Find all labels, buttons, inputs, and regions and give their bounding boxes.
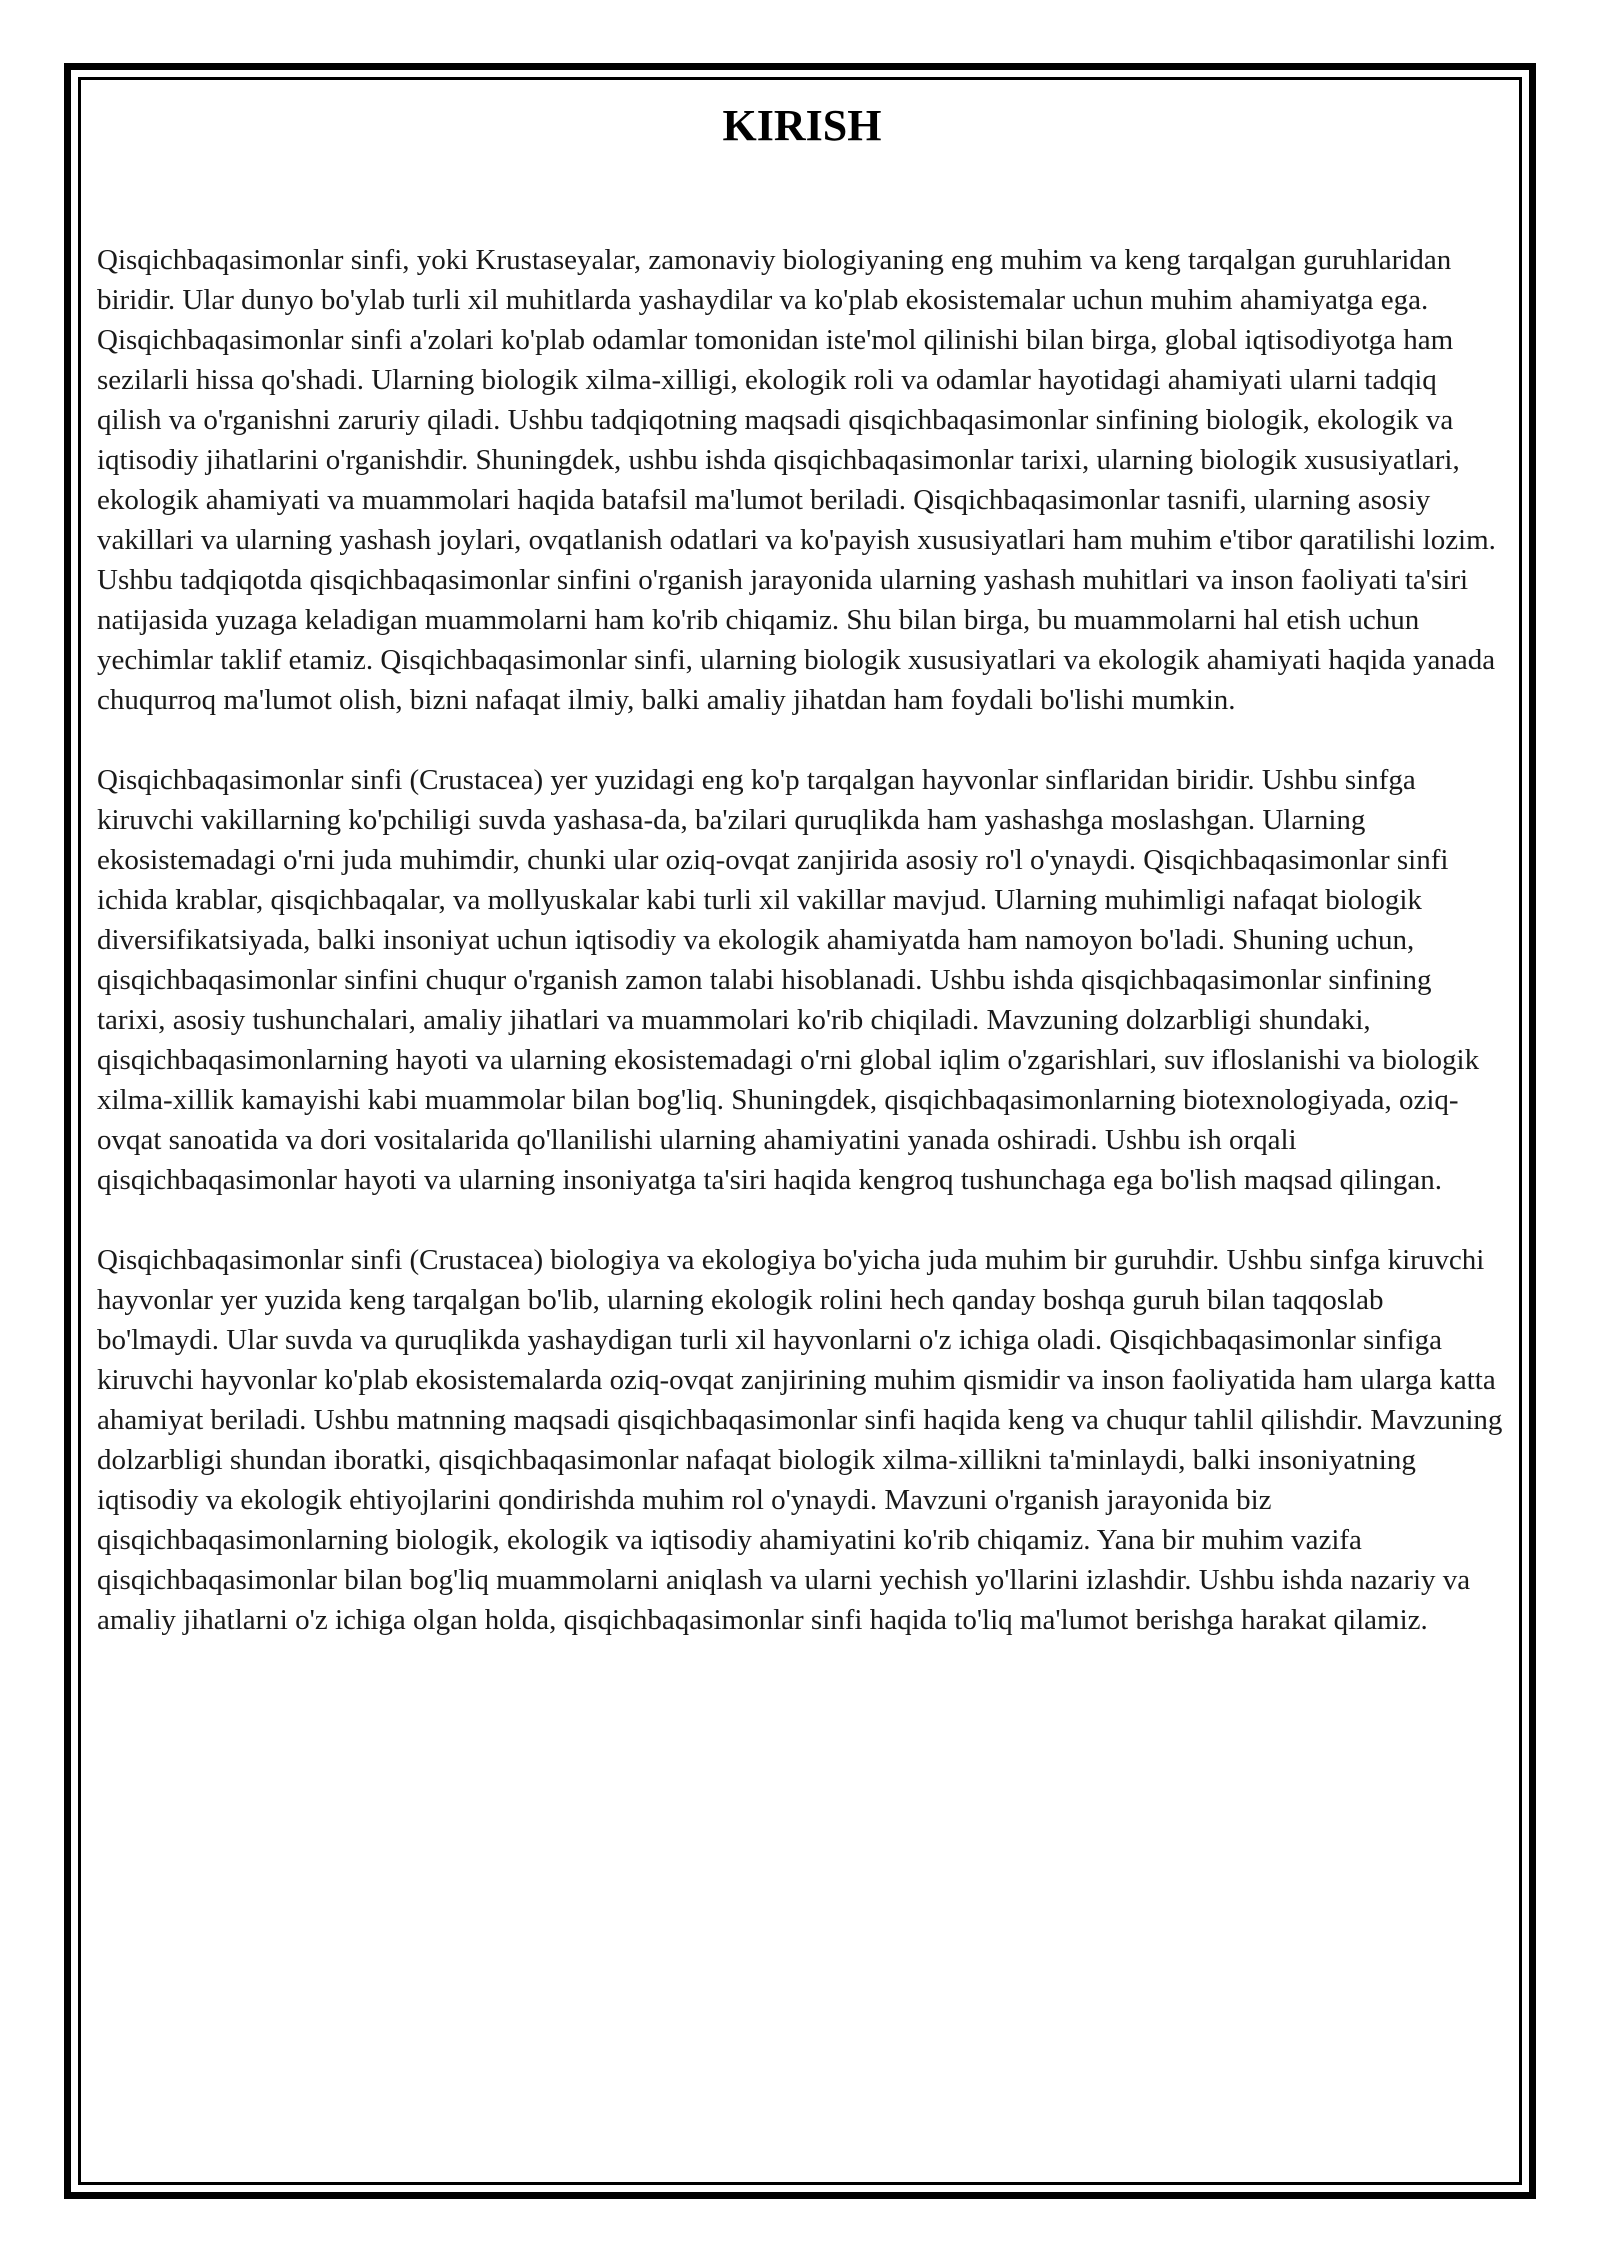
paragraph-3: Qisqichbaqasimonlar sinfi (Crustacea) biologiya va ekologiya bo'yicha juda muhim bir guruhdir. Ushbu sinfga kiruvchi hayvonlar yer yuzida keng tarqalgan bo'lib, ularning ekologik rolini hech qanday boshqa guruh bilan taqqoslab bo'lmaydi. Ular suvda va quruqlikda yashaydigan turli xil hayvonlarni o'z ichiga oladi. Qisqichbaqasimonlar sinfiga kiruvchi hayvonlar ko'plab ekosistemalarda oziq-ovqat zanjirining muhim qismidir va inson faoliyatida ham ularga katta ahamiyat beriladi. Ushbu matnning maqsadi qisqichbaqasimonlar sinfi haqida keng va chuqur tahlil qilishdir. Mavzuning dolzarbligi shundan iboratki, qisqichbaqasimonlar nafaqat biologik xilma-xillikni ta'minlaydi, balki insoniyatning iqtisodiy va ekologik ehtiyojlarini qondirishda muhim rol o'ynaydi. Mavzuni o'rganish jarayonida biz qisqichbaqasimonlarning biologik, ekologik va iqtisodiy ahamiyatini ko'rib chiqamiz. Yana bir muhim vazifa qisqichbaqasimonlar bilan bog'liq muammolarni aniqlash va ularni yechish yo'llarini izlashdir. Ushbu ishda nazariy va amaliy jihatlarni o'z ichiga olgan holda, qisqichbaqasimonlar sinfi haqida to'liq ma'lumot berishga harakat qilamiz. bbox=[97, 1244, 1503, 1636]
page-title: KIRISH bbox=[722, 101, 882, 150]
paragraph-2: Qisqichbaqasimonlar sinfi (Crustacea) yer yuzidagi eng ko'p tarqalgan hayvonlar sinflaridan biridir. Ushbu sinfga kiruvchi vakillarning ko'pchiligi suvda yashasa-da, ba'zilari quruqlikda ham yashashga moslashgan. Ularning ekosistemadagi o'rni juda muhimdir, chunki ular oziq-ovqat zanjirida asosiy ro'l o'ynaydi. Qisqichbaqasimonlar sinfi ichida krablar, qisqichbaqalar, va mollyuskalar kabi turli xil vakillar mavjud. Ularning muhimligi nafaqat biologik diversifikatsiyada, balki insoniyat uchun iqtisodiy va ekologik ahamiyatda ham namoyon bo'ladi. Shuning uchun, qisqichbaqasimonlar sinfini chuqur o'rganish zamon talabi hisoblanadi. Ushbu ishda qisqichbaqasimonlar sinfining tarixi, asosiy tushunchalari, amaliy jihatlari va muammolari ko'rib chiqiladi. Mavzuning dolzarbligi shundaki, qisqichbaqasimonlarning hayoti va ularning ekosistemadagi o'rni global iqlim o'zgarishlari, suv ifloslanishi va biologik xilma-xillik kamayishi kabi muammolar bilan bog'liq. Shuningdek, qisqichbaqasimonlarning biotexnologiyada, oziq-ovqat sanoatida va dori vositalarida qo'llanilishi ularning ahamiyatini yanada oshiradi. Ushbu ish orqali qisqichbaqasimonlar hayoti va ularning insoniyatga ta'siri haqida kengroq tushunchaga ega bo'lish maqsad qilingan. bbox=[97, 764, 1480, 1196]
paragraph-1: Qisqichbaqasimonlar sinfi, yoki Krustaseyalar, zamonaviy biologiyaning eng muhim va keng tarqalgan guruhlaridan biridir. Ular dunyo bo'ylab turli xil muhitlarda yashaydilar va ko'plab ekosistemalar uchun muhim ahamiyatga ega. Qisqichbaqasimonlar sinfi a'zolari ko'plab odamlar tomonidan iste'mol qilinishi bilan birga, global iqtisodiyotga ham sezilarli hissa qo'shadi. Ularning biologik xilma-xilligi, ekologik roli va odamlar hayotidagi ahamiyati ularni tadqiq qilish va o'rganishni zaruriy qiladi. Ushbu tadqiqotning maqsadi qisqichbaqasimonlar sinfining biologik, ekologik va iqtisodiy jihatlarini o'rganishdir. Shuningdek, ushbu ishda qisqichbaqasimonlar tarixi, ularning biologik xususiyatlari, ekologik ahamiyati va muammolari haqida batafsil ma'lumot beriladi. Qisqichbaqasimonlar tasnifi, ularning asosiy vakillari va ularning yashash joylari, ovqatlanish odatlari va ko'payish xususiyatlari ham muhim e'tibor qaratilishi lozim. Ushbu tadqiqotda qisqichbaqasimonlar sinfini o'rganish jarayonida ularning yashash muhitlari va inson faoliyati ta'siri natijasida yuzaga keladigan muammolarni ham ko'rib chiqamiz. Shu bilan birga, bu muammolarni hal etish uchun yechimlar taklif etamiz. Qisqichbaqasimonlar sinfi, ularning biologik xususiyatlari va ekologik ahamiyati haqida yanada chuqurroq ma'lumot olish, bizni nafaqat ilmiy, balki amaliy jihatdan ham foydali bo'lishi mumkin. bbox=[97, 244, 1496, 716]
document-body bbox=[97, 100, 1507, 1680]
